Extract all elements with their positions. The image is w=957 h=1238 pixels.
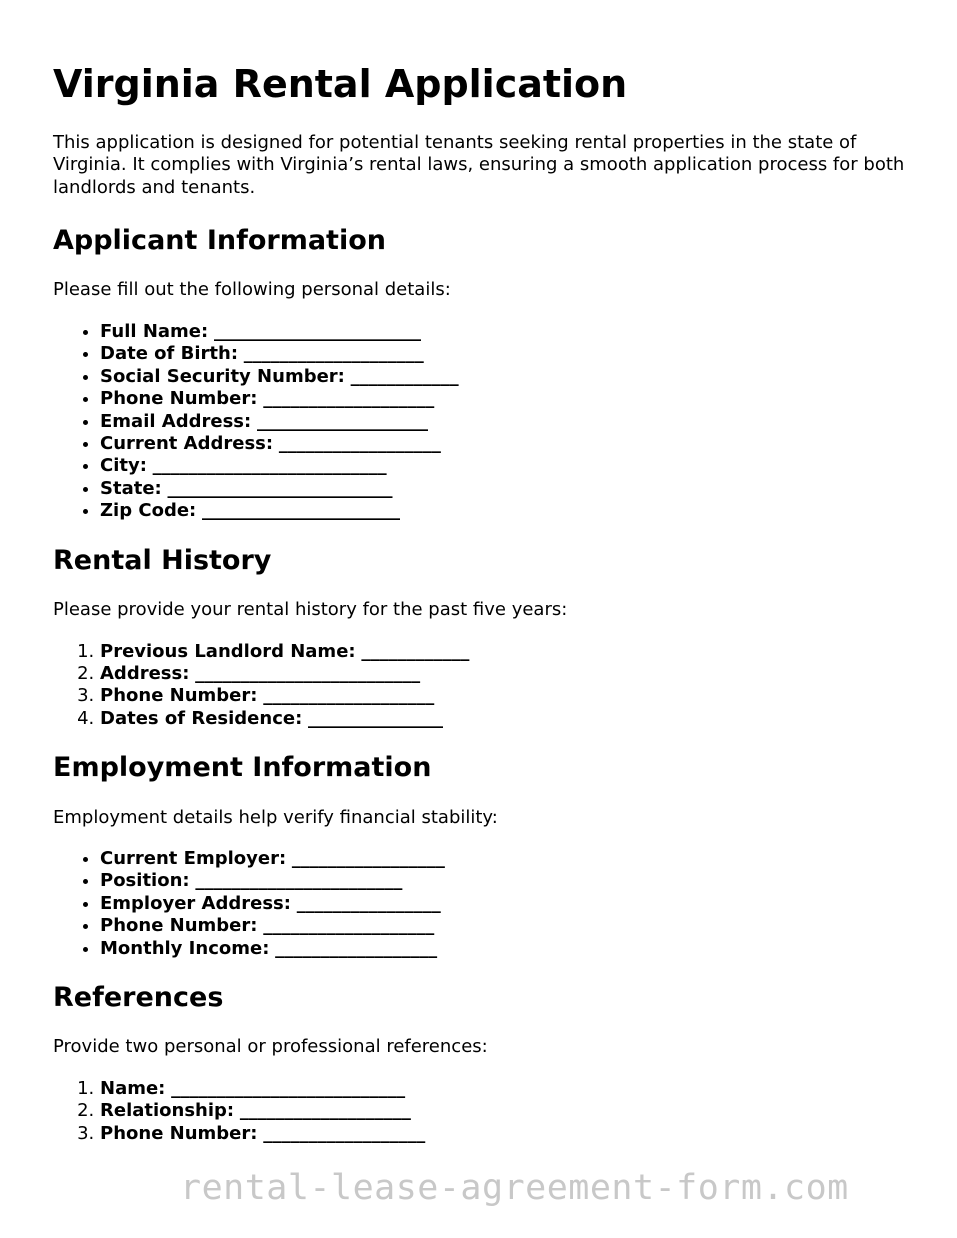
field-label: City: (100, 455, 147, 477)
field-current-address (100, 433, 913, 455)
watermark: rental-lease-agreement-form.com (180, 1168, 849, 1208)
field-reference-relationship (100, 1100, 913, 1122)
field-position (100, 870, 913, 892)
field-dates-of-residence (100, 708, 913, 730)
rental-history-section (53, 545, 913, 731)
field-label: Phone Number: (100, 1122, 258, 1144)
field-label: Current Employer: (100, 848, 287, 870)
field-label: Date of Birth: (100, 343, 239, 365)
field-label: Email Address: (100, 410, 252, 432)
field-blank[interactable]: __________________________ (152, 455, 387, 477)
field-blank[interactable]: ___________________ (239, 1100, 411, 1122)
field-employer-phone (100, 915, 913, 937)
field-blank[interactable]: __________________ (275, 937, 438, 959)
field-email-address (100, 411, 913, 433)
field-blank[interactable]: ___________________ (263, 388, 435, 410)
references-field-list (53, 1078, 913, 1145)
field-blank[interactable]: __________________________ (171, 1077, 406, 1099)
field-blank[interactable]: _________________________ (167, 477, 393, 499)
field-landlord-phone (100, 685, 913, 707)
field-blank[interactable]: _______________ (308, 707, 444, 729)
field-blank[interactable]: _________________________ (195, 662, 421, 684)
intro-paragraph: This application is designed for potential tenants seeking rental properties in the state of Virginia. It complies with Virginia’s rental laws, ensuring a smooth application process for both landlords and tenants. (53, 131, 905, 198)
applicant-field-list (53, 321, 913, 523)
field-label: Full Name: (100, 320, 209, 342)
field-zip-code (100, 500, 913, 522)
field-label: Position: (100, 870, 190, 892)
field-blank[interactable]: ____________________ (243, 343, 424, 365)
rental-history-description: Please provide your rental history for the past five years: (53, 599, 568, 621)
field-label: Relationship: (100, 1100, 235, 1122)
field-blank[interactable]: __________________ (278, 433, 441, 455)
field-blank[interactable]: ____________ (361, 640, 470, 662)
references-description: Provide two personal or professional references: (53, 1036, 488, 1058)
field-blank[interactable]: ______________________ (201, 500, 400, 522)
field-label: Employer Address: (100, 892, 291, 914)
field-label: Current Address: (100, 433, 274, 455)
field-label: Previous Landlord Name: (100, 640, 356, 662)
field-label: Phone Number: (100, 388, 258, 410)
field-phone-number (100, 388, 913, 410)
field-current-employer (100, 848, 913, 870)
field-city (100, 455, 913, 477)
field-rental-address (100, 663, 913, 685)
field-blank[interactable]: _________________ (291, 848, 445, 870)
field-blank[interactable]: ____________ (350, 365, 459, 387)
field-reference-phone (100, 1123, 913, 1145)
field-label: Name: (100, 1077, 166, 1099)
field-label: Address: (100, 662, 190, 684)
field-state (100, 478, 913, 500)
field-blank[interactable]: ___________________ (256, 410, 428, 432)
field-blank[interactable]: ___________________ (263, 915, 435, 937)
document-page (53, 62, 913, 1167)
field-date-of-birth (100, 343, 913, 365)
field-blank[interactable]: ___________________ (263, 685, 435, 707)
page-title: Virginia Rental Application (53, 62, 628, 106)
employment-section (53, 752, 913, 960)
field-blank[interactable]: _______________________ (195, 870, 403, 892)
field-full-name (100, 321, 913, 343)
field-blank[interactable]: _______________________ (213, 320, 421, 342)
employment-description: Employment details help verify financial stability: (53, 806, 498, 828)
field-label: Phone Number: (100, 915, 258, 937)
field-previous-landlord (100, 641, 913, 663)
field-label: Dates of Residence: (100, 707, 303, 729)
field-monthly-income (100, 938, 913, 960)
employment-field-list (53, 848, 913, 960)
field-label: Monthly Income: (100, 937, 270, 959)
field-label: Phone Number: (100, 685, 258, 707)
references-section (53, 982, 913, 1145)
field-label: Zip Code: (100, 500, 197, 522)
field-ssn (100, 366, 913, 388)
field-label: State: (100, 477, 162, 499)
field-blank[interactable]: ________________ (296, 892, 441, 914)
applicant-section (53, 225, 913, 523)
field-reference-name (100, 1078, 913, 1100)
field-employer-address (100, 893, 913, 915)
rental-history-heading: Rental History (53, 544, 272, 576)
applicant-heading: Applicant Information (53, 225, 386, 257)
applicant-description: Please fill out the following personal details: (53, 279, 451, 301)
field-label: Social Security Number: (100, 365, 345, 387)
rental-history-field-list (53, 641, 913, 731)
field-blank[interactable]: __________________ (263, 1122, 426, 1144)
employment-heading: Employment Information (53, 752, 432, 784)
references-heading: References (53, 982, 224, 1014)
